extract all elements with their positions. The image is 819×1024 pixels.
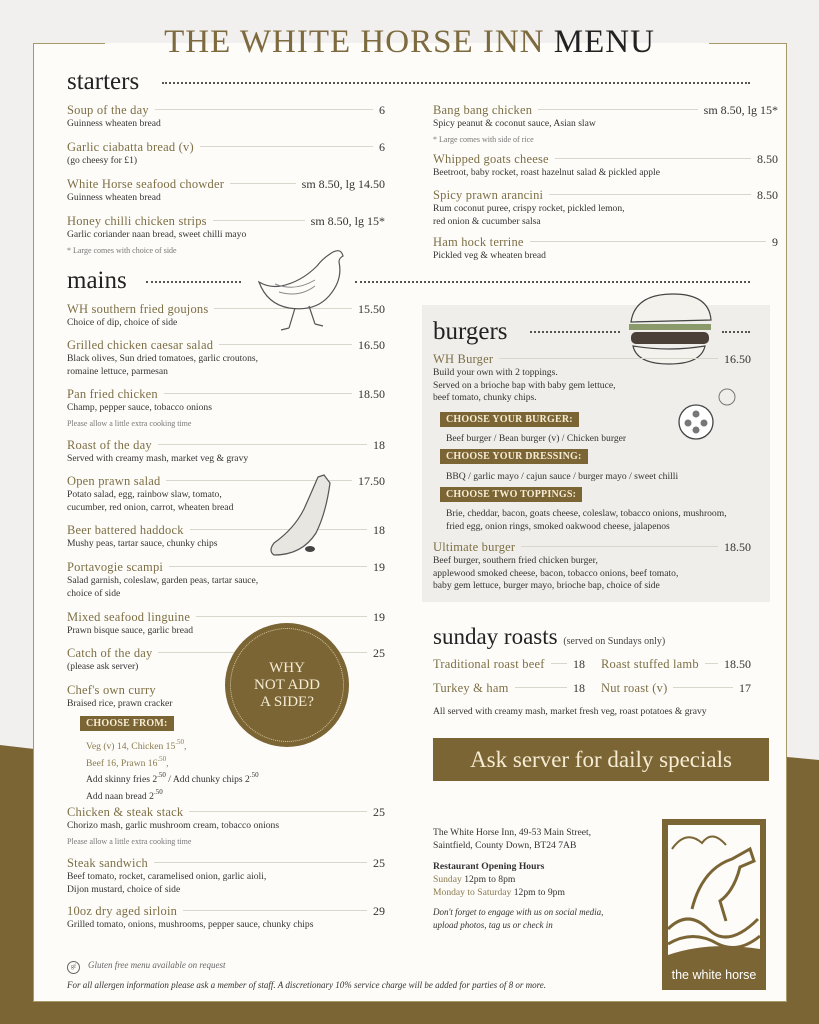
item-note: Please allow a little extra cooking time: [67, 836, 192, 846]
menu-item: [67, 610, 385, 638]
item-row: [67, 214, 385, 229]
item-description: Rum coconut puree, crispy rocket, pickled lemon,: [433, 203, 625, 214]
dotted-leader: [515, 687, 567, 688]
item-row: [433, 235, 778, 250]
item-name: Beer battered haddock: [67, 523, 184, 537]
item-row: [67, 387, 385, 402]
item-description: Potato salad, egg, rainbow slaw, tomato,: [67, 489, 222, 500]
hours-time: 12pm to 9pm: [513, 887, 565, 898]
menu-item: [67, 856, 385, 896]
item-description: Beef tomato, rocket, caramelised onion, garlic aioli,: [67, 871, 267, 882]
item-name: Roast stuffed lamb: [601, 657, 699, 671]
hours-heading: Restaurant Opening Hours: [433, 861, 545, 872]
item-name: Chef's own curry: [67, 683, 156, 697]
pence: .50: [175, 738, 185, 746]
addon-text: Add skinny fries $2^{.50}$ / Add chunky chips $2^{.50}$: [86, 771, 259, 785]
item-price: 25: [373, 805, 385, 819]
section-heading-sunday-roasts: [433, 623, 665, 656]
item-row: [67, 560, 385, 575]
dotted-leader: [549, 194, 751, 195]
item-price: 29: [373, 904, 385, 918]
tomato-slice-icon: [677, 403, 715, 441]
menu-item: [433, 235, 778, 263]
menu-item: [67, 438, 385, 466]
item-description: Build your own with 2 toppings.: [433, 367, 558, 378]
item-price: sm 8.50, lg 15*: [703, 103, 778, 117]
dotted-leader: [154, 862, 367, 863]
item-name: Garlic ciabatta bread (v): [67, 140, 194, 154]
hours-day: Monday to Saturday: [433, 887, 512, 898]
item-description: Mushy peas, tartar sauce, chunky chips: [67, 538, 218, 549]
hours-time: 12pm to 8pm: [464, 874, 516, 885]
item-price: 8.50: [757, 188, 778, 202]
logo-text: the white horse: [671, 968, 757, 982]
dotted-leader: [673, 687, 733, 688]
curry-addons: [86, 769, 259, 803]
item-name: Portavogie scampi: [67, 560, 164, 574]
side-badge: [225, 623, 349, 747]
item-description: choice of side: [67, 587, 121, 599]
item-price: 6: [379, 140, 385, 154]
menu-item: [67, 338, 385, 378]
item-price: sm 8.50, lg 15*: [310, 214, 385, 228]
menu-item: [433, 152, 778, 180]
item-price: 18.50: [724, 540, 751, 554]
item-name: Pan fried chicken: [67, 387, 158, 401]
divider: [722, 331, 750, 333]
menu-item: [433, 681, 585, 696]
menu-item: [433, 352, 751, 405]
item-row: [67, 856, 385, 871]
item-description: Choice of dip, choice of side: [67, 317, 178, 328]
topping-options: [446, 507, 727, 533]
item-price: 6: [379, 103, 385, 117]
menu-item: [433, 188, 778, 228]
item-description: Guinness wheaten bread: [67, 192, 161, 203]
item-price: 18: [573, 657, 585, 671]
item-description: Garlic coriander naan bread, sweet chilli mayo: [67, 229, 247, 240]
item-description: Salad garnish, coleslaw, garden peas, tartar sauce,: [67, 575, 259, 586]
item-description: Beef burger, southern fried chicken burger,: [433, 555, 598, 566]
section-heading-starters: starters: [67, 68, 140, 95]
dotted-leader: [219, 344, 352, 345]
social-note: [433, 906, 603, 932]
item-name: Honey chilli chicken strips: [67, 214, 207, 228]
item-name: WH southern fried goujons: [67, 302, 209, 316]
item-price: 18: [573, 681, 585, 695]
allergen-note: For all allergen information please ask a member of staff. A discretionary 10% service charge will be added for parties of 8 or more.: [67, 980, 547, 990]
item-price: 16.50: [358, 338, 385, 352]
gluten-free-note: [67, 960, 226, 974]
sunday-note: All served with creamy mash, market fresh veg, roast potatoes & gravy: [433, 706, 707, 717]
item-price: 18.50: [358, 387, 385, 401]
address: [433, 826, 591, 852]
item-price: 18: [373, 438, 385, 452]
item-description: Prawn bisque sauce, garlic bread: [67, 625, 194, 636]
fish-illustration-icon: [268, 473, 338, 559]
dotted-leader: [164, 393, 352, 394]
item-description: Guinness wheaten bread: [67, 118, 161, 129]
menu-item: [433, 657, 585, 672]
address-line: Saintfield, County Down, BT24 7AB: [433, 840, 577, 851]
item-name: Roast of the day: [67, 438, 152, 452]
choose-toppings-label: CHOOSE TWO TOPPINGS:: [440, 487, 582, 502]
dotted-leader: [521, 546, 718, 547]
item-row: [433, 188, 778, 203]
dotted-leader: [189, 811, 367, 812]
item-row: [433, 352, 751, 367]
daily-specials-banner: Ask server for daily specials: [433, 738, 769, 781]
dotted-leader: [538, 109, 697, 110]
pence: .50: [153, 788, 163, 796]
item-name: Grilled chicken caesar salad: [67, 338, 214, 352]
badge-line: WHY: [269, 659, 305, 676]
dotted-leader: [196, 616, 367, 617]
topping-line: fried egg, onion rings, smoked oakwood cheese, jalapenos: [446, 521, 670, 532]
item-name: Spicy prawn arancini: [433, 188, 544, 202]
badge-line: NOT ADD: [254, 676, 320, 693]
item-price: 18: [373, 523, 385, 537]
menu-item: [67, 387, 385, 428]
item-note: * Large comes with side of rice: [433, 134, 534, 144]
item-description: red onion & cucumber salsa: [433, 215, 541, 227]
item-description: Black olives, Sun dried tomatoes, garlic croutons,: [67, 353, 259, 364]
item-description: Grilled tomato, onions, mushrooms, pepper sauce, chunky chips: [67, 919, 314, 930]
choose-dressing-label: CHOOSE YOUR DRESSING:: [440, 449, 588, 464]
item-description: Chorizo mash, garlic mushroom cream, tobacco onions: [67, 820, 280, 831]
item-description: Served with creamy mash, market veg & gravy: [67, 453, 249, 464]
section-heading-burgers: burgers: [433, 318, 508, 345]
item-price: 8.50: [757, 152, 778, 166]
item-row: [433, 681, 585, 696]
item-row: [433, 540, 751, 555]
dotted-leader: [499, 358, 718, 359]
dotted-leader: [169, 566, 367, 567]
item-description: Champ, pepper sauce, tobacco onions: [67, 402, 212, 413]
item-name: Ultimate burger: [433, 540, 516, 554]
item-row: [67, 904, 385, 919]
item-name: Soup of the day: [67, 103, 149, 117]
item-name: Whipped goats cheese: [433, 152, 549, 166]
item-name: Mixed seafood linguine: [67, 610, 191, 624]
item-row: [601, 681, 751, 696]
divider: [530, 331, 620, 333]
item-price: 16.50: [724, 352, 751, 366]
menu-item: [67, 177, 385, 205]
dotted-leader: [555, 158, 751, 159]
item-note: Please allow a little extra cooking time: [67, 418, 192, 428]
menu-item: [601, 681, 751, 696]
curry-option-line: [86, 736, 186, 770]
item-row: [67, 438, 385, 453]
social-line: upload photos, tag us or check in: [433, 920, 553, 930]
item-row: [67, 103, 385, 118]
dotted-leader: [213, 220, 305, 221]
item-price: 17: [739, 681, 751, 695]
dotted-leader: [158, 444, 367, 445]
dotted-leader: [530, 241, 766, 242]
item-description: beef tomato, chunky chips.: [433, 392, 537, 403]
pence: .50: [249, 771, 259, 779]
item-description: Served on a brioche bap with baby gem lettuce,: [433, 379, 616, 391]
item-description: Beetroot, baby rocket, roast hazelnut salad & pickled apple: [433, 167, 660, 178]
addon-text: Add naan bread $2^{.50}$: [86, 788, 163, 802]
item-row: [433, 103, 778, 118]
chicken-illustration-icon: [255, 242, 350, 334]
dotted-leader: [155, 109, 373, 110]
item-row: [67, 338, 385, 353]
address-line: The White Horse Inn, 49-53 Main Street,: [433, 827, 592, 838]
gluten-free-text: Gluten free menu available on request: [88, 960, 226, 970]
menu-item: [67, 904, 385, 932]
choose-burger-label: CHOOSE YOUR BURGER:: [440, 412, 579, 427]
badge-line: A SIDE?: [260, 693, 314, 710]
divider: [162, 82, 750, 84]
section-heading-mains: mains: [67, 267, 127, 294]
item-name: Turkey & ham: [433, 681, 509, 695]
dotted-leader: [230, 183, 296, 184]
item-row: [67, 140, 385, 155]
opening-hours: [433, 860, 565, 899]
horse-logo-icon: [662, 819, 766, 969]
item-price: 25: [373, 646, 385, 660]
item-price: 25: [373, 856, 385, 870]
sunday-heading-text: sunday roasts: [433, 624, 558, 649]
menu-item: [433, 103, 778, 144]
item-name: WH Burger: [433, 352, 494, 366]
item-description: (go cheesy for £1): [67, 155, 138, 166]
item-price: 18.50: [724, 657, 751, 671]
gluten-free-icon: gf: [67, 961, 80, 974]
item-row: [67, 177, 385, 192]
menu-item: [67, 103, 385, 131]
item-price: 19: [373, 610, 385, 624]
item-description: (please ask server): [67, 661, 139, 672]
hours-day: Sunday: [433, 874, 462, 885]
item-price: 19: [373, 560, 385, 574]
pence: .50: [157, 771, 166, 779]
menu-item: [67, 805, 385, 846]
item-name: Bang bang chicken: [433, 103, 533, 117]
dressing-options: BBQ / garlic mayo / cajun sauce / burger mayo / sweet chilli: [446, 471, 679, 482]
menu-item: [433, 540, 751, 593]
curry-choose-label: CHOOSE FROM:: [80, 716, 174, 731]
curry-price-text: Veg (v) 14, Chicken $15^{.50}$,: [86, 738, 187, 752]
item-name: Nut roast (v): [601, 681, 668, 695]
item-name: Catch of the day: [67, 646, 153, 660]
item-description: applewood smoked cheese, bacon, tobacco onions, beef tomato,: [433, 567, 679, 579]
item-description: romaine lettuce, parmesan: [67, 365, 168, 377]
item-row: [601, 657, 751, 672]
menu-item: [67, 560, 385, 600]
curry-price-text: Beef 16, Prawn $16^{.50}$,: [86, 755, 169, 769]
menu-item: [601, 657, 751, 672]
social-line: Don't forget to engage with us on social media,: [433, 907, 604, 917]
item-description: Braised rice, prawn cracker: [67, 698, 173, 709]
item-description: cucumber, red onion, carrot, wheaten bread: [67, 501, 234, 513]
sunday-subheading: (served on Sundays only): [563, 636, 666, 647]
dotted-leader: [551, 663, 567, 664]
divider: [146, 281, 241, 283]
page-title: [0, 24, 819, 61]
item-name: Ham hock terrine: [433, 235, 524, 249]
item-row: [433, 657, 585, 672]
item-description: baby gem lettuce, burger mayo, brioche bap, choice of side: [433, 580, 660, 591]
burger-options: Beef burger / Bean burger (v) / Chicken burger: [446, 433, 627, 444]
item-description: Dijon mustard, choice of side: [67, 883, 181, 895]
item-price: 15.50: [358, 302, 385, 316]
item-price: 17.50: [358, 474, 385, 488]
item-row: [433, 152, 778, 167]
item-row: [67, 805, 385, 820]
pence: .50: [157, 755, 167, 763]
title-main: THE WHITE HORSE INN: [164, 24, 545, 60]
item-name: Open prawn salad: [67, 474, 161, 488]
white-horse-logo: [662, 819, 766, 990]
divider: [355, 281, 750, 283]
item-price: 9: [772, 235, 778, 249]
item-name: Traditional roast beef: [433, 657, 545, 671]
item-description: Pickled veg & wheaten bread: [433, 250, 546, 261]
title-suffix: MENU: [553, 24, 655, 60]
menu-item: [67, 140, 385, 168]
topping-line: Brie, cheddar, bacon, goats cheese, coleslaw, tobacco onions, mushroom,: [446, 508, 727, 519]
dotted-leader: [200, 146, 373, 147]
item-name: Steak sandwich: [67, 856, 148, 870]
item-name: White Horse seafood chowder: [67, 177, 225, 191]
item-name: 10oz dry aged sirloin: [67, 904, 178, 918]
item-description: Spicy peanut & coconut sauce, Asian slaw: [433, 118, 596, 129]
item-price: sm 8.50, lg 14.50: [301, 177, 385, 191]
item-note: * Large comes with choice of side: [67, 245, 177, 255]
dotted-leader: [705, 663, 718, 664]
item-row: [67, 610, 385, 625]
dotted-leader: [183, 910, 367, 911]
item-name: Chicken & steak stack: [67, 805, 184, 819]
